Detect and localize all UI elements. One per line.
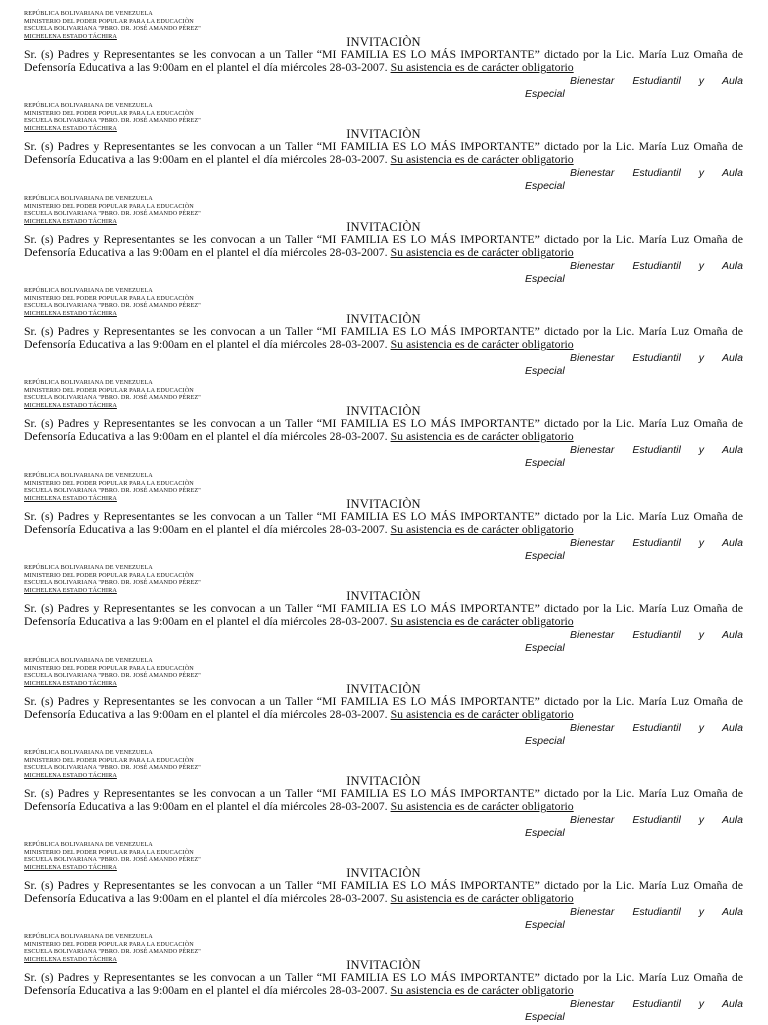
signature-word: Bienestar bbox=[570, 814, 615, 826]
letterhead-line: ESCUELA BOLIVARIANA "PBRO. DR. JOSÉ AMANDO PÉREZ" bbox=[24, 579, 201, 586]
signature-line: Especial bbox=[525, 457, 565, 469]
letterhead-line: REPÚBLICA BOLIVARIANA DE VENEZUELA bbox=[24, 472, 153, 479]
invitation-block bbox=[24, 10, 743, 102]
invitation-text: Sr. (s) Padres y Representantes se les convocan a un Taller “MI FAMILIA ES LO MÁS IMPORTANTE” dictado por la Lic. María Luz Omaña de Defensoría Educativa a las 9:00am en el plantel el día miércoles 28-03-2007. bbox=[24, 694, 743, 722]
invitation-body bbox=[24, 602, 743, 629]
signature-word: Estudiantil bbox=[632, 906, 681, 918]
invitation-body bbox=[24, 971, 743, 998]
signature-word: Bienestar bbox=[570, 906, 615, 918]
invitation-body bbox=[24, 325, 743, 352]
invitation-block bbox=[24, 657, 743, 749]
invitation-block bbox=[24, 287, 743, 379]
letterhead-line: REPÚBLICA BOLIVARIANA DE VENEZUELA bbox=[24, 933, 153, 940]
signature-word: Aula bbox=[721, 75, 743, 87]
letterhead-line: REPÚBLICA BOLIVARIANA DE VENEZUELA bbox=[24, 841, 153, 848]
signature-line bbox=[570, 444, 743, 456]
signature-word: Bienestar bbox=[570, 444, 615, 456]
letterhead-line: MICHELENA ESTADO TÁCHIRA bbox=[24, 124, 117, 132]
attendance-required-text: Su asistencia es de carácter obligatorio bbox=[390, 60, 574, 75]
signature-word: Estudiantil bbox=[632, 537, 681, 549]
signature-line bbox=[570, 75, 743, 87]
invitation-title: INVITACIÒN bbox=[346, 958, 421, 972]
letterhead-line: MICHELENA ESTADO TÁCHIRA bbox=[24, 863, 117, 871]
signature-line: Especial bbox=[525, 642, 565, 654]
letterhead-line: ESCUELA BOLIVARIANA "PBRO. DR. JOSÉ AMANDO PÉREZ" bbox=[24, 948, 201, 955]
signature-word: y bbox=[698, 722, 704, 734]
invitation-body bbox=[24, 233, 743, 260]
signature-word: Bienestar bbox=[570, 998, 615, 1010]
signature-line: Especial bbox=[525, 1011, 565, 1023]
signature-line: Especial bbox=[525, 88, 565, 100]
letterhead-line: ESCUELA BOLIVARIANA "PBRO. DR. JOSÉ AMANDO PÉREZ" bbox=[24, 302, 201, 309]
letterhead-line: ESCUELA BOLIVARIANA "PBRO. DR. JOSÉ AMANDO PÉREZ" bbox=[24, 856, 201, 863]
signature-word: Estudiantil bbox=[632, 167, 681, 179]
attendance-required-text: Su asistencia es de carácter obligatorio bbox=[390, 983, 574, 998]
invitation-text: Sr. (s) Padres y Representantes se les convocan a un Taller “MI FAMILIA ES LO MÁS IMPORTANTE” dictado por la Lic. María Luz Omaña de Defensoría Educativa a las 9:00am en el plantel el día miércoles 28-03-2007. bbox=[24, 878, 743, 906]
signature-line bbox=[570, 537, 743, 549]
signature-line bbox=[570, 260, 743, 272]
signature-word: Bienestar bbox=[570, 629, 615, 641]
letterhead-line: MINISTERIO DEL PODER POPULAR PARA LA EDUCACIÒN bbox=[24, 17, 194, 25]
invitation-body bbox=[24, 417, 743, 444]
invitation-title: INVITACIÒN bbox=[346, 220, 421, 234]
letterhead-line: MICHELENA ESTADO TÁCHIRA bbox=[24, 771, 117, 779]
invitation-title: INVITACIÒN bbox=[346, 312, 421, 326]
invitation-title: INVITACIÒN bbox=[346, 589, 421, 603]
invitation-block bbox=[24, 379, 743, 471]
attendance-required-text: Su asistencia es de carácter obligatorio bbox=[390, 522, 574, 537]
invitation-text: Sr. (s) Padres y Representantes se les convocan a un Taller “MI FAMILIA ES LO MÁS IMPORTANTE” dictado por la Lic. María Luz Omaña de Defensoría Educativa a las 9:00am en el plantel el día miércoles 28-03-2007. bbox=[24, 139, 743, 167]
signature-word: Bienestar bbox=[570, 722, 615, 734]
attendance-required-text: Su asistencia es de carácter obligatorio bbox=[390, 245, 574, 260]
letterhead-line: MINISTERIO DEL PODER POPULAR PARA LA EDUCACIÒN bbox=[24, 756, 194, 764]
letterhead-line: REPÚBLICA BOLIVARIANA DE VENEZUELA bbox=[24, 749, 153, 756]
letterhead-line: ESCUELA BOLIVARIANA "PBRO. DR. JOSÉ AMANDO PÉREZ" bbox=[24, 25, 201, 32]
letterhead-line: MICHELENA ESTADO TÁCHIRA bbox=[24, 679, 117, 687]
letterhead-line: MICHELENA ESTADO TÁCHIRA bbox=[24, 955, 117, 963]
invitation-title: INVITACIÒN bbox=[346, 35, 421, 49]
signature-word: Estudiantil bbox=[632, 722, 681, 734]
signature-word: y bbox=[698, 814, 704, 826]
signature-line: Especial bbox=[525, 180, 565, 192]
attendance-required-text: Su asistencia es de carácter obligatorio bbox=[390, 429, 574, 444]
signature-word: y bbox=[698, 75, 704, 87]
invitation-title: INVITACIÒN bbox=[346, 774, 421, 788]
letterhead-line: MINISTERIO DEL PODER POPULAR PARA LA EDUCACIÒN bbox=[24, 202, 194, 210]
signature-word: Bienestar bbox=[570, 167, 615, 179]
letterhead-line: REPÚBLICA BOLIVARIANA DE VENEZUELA bbox=[24, 657, 153, 664]
letterhead-line: REPÚBLICA BOLIVARIANA DE VENEZUELA bbox=[24, 102, 153, 109]
invitation-title: INVITACIÒN bbox=[346, 866, 421, 880]
invitation-body bbox=[24, 879, 743, 906]
attendance-required-text: Su asistencia es de carácter obligatorio bbox=[390, 337, 574, 352]
invitation-block bbox=[24, 195, 743, 287]
letterhead-line: REPÚBLICA BOLIVARIANA DE VENEZUELA bbox=[24, 195, 153, 202]
signature-word: Estudiantil bbox=[632, 75, 681, 87]
signature-word: Estudiantil bbox=[632, 444, 681, 456]
attendance-required-text: Su asistencia es de carácter obligatorio bbox=[390, 707, 574, 722]
signature-word: y bbox=[698, 352, 704, 364]
signature-word: Bienestar bbox=[570, 75, 615, 87]
signature-word: Aula bbox=[721, 906, 743, 918]
invitation-text: Sr. (s) Padres y Representantes se les convocan a un Taller “MI FAMILIA ES LO MÁS IMPORTANTE” dictado por la Lic. María Luz Omaña de Defensoría Educativa a las 9:00am en el plantel el día miércoles 28-03-2007. bbox=[24, 601, 743, 629]
signature-line bbox=[570, 629, 743, 641]
signature-line bbox=[570, 906, 743, 918]
signature-word: Aula bbox=[721, 444, 743, 456]
signature-line: Especial bbox=[525, 550, 565, 562]
letterhead-line: MINISTERIO DEL PODER POPULAR PARA LA EDUCACIÒN bbox=[24, 109, 194, 117]
signature-word: y bbox=[698, 906, 704, 918]
letterhead-line: ESCUELA BOLIVARIANA "PBRO. DR. JOSÉ AMANDO PÉREZ" bbox=[24, 117, 201, 124]
invitation-block bbox=[24, 564, 743, 656]
signature-word: Estudiantil bbox=[632, 998, 681, 1010]
signature-word: Aula bbox=[721, 814, 743, 826]
attendance-required-text: Su asistencia es de carácter obligatorio bbox=[390, 614, 574, 629]
letterhead-line: MICHELENA ESTADO TÁCHIRA bbox=[24, 32, 117, 40]
invitation-body bbox=[24, 787, 743, 814]
invitation-block bbox=[24, 102, 743, 194]
letterhead-line: MINISTERIO DEL PODER POPULAR PARA LA EDUCACIÒN bbox=[24, 571, 194, 579]
signature-word: Aula bbox=[721, 537, 743, 549]
signature-word: y bbox=[698, 444, 704, 456]
invitation-block bbox=[24, 933, 743, 1025]
letterhead-line: MINISTERIO DEL PODER POPULAR PARA LA EDUCACIÒN bbox=[24, 479, 194, 487]
signature-word: Estudiantil bbox=[632, 260, 681, 272]
invitation-body bbox=[24, 140, 743, 167]
invitation-title: INVITACIÒN bbox=[346, 127, 421, 141]
letterhead-line: ESCUELA BOLIVARIANA "PBRO. DR. JOSÉ AMANDO PÉREZ" bbox=[24, 672, 201, 679]
letterhead-line: MINISTERIO DEL PODER POPULAR PARA LA EDUCACIÒN bbox=[24, 940, 194, 948]
invitation-title: INVITACIÒN bbox=[346, 497, 421, 511]
letterhead-line: ESCUELA BOLIVARIANA "PBRO. DR. JOSÉ AMANDO PÉREZ" bbox=[24, 487, 201, 494]
letterhead-line: MINISTERIO DEL PODER POPULAR PARA LA EDUCACIÒN bbox=[24, 294, 194, 302]
invitation-body bbox=[24, 48, 743, 75]
invitation-block bbox=[24, 472, 743, 564]
letterhead-line: REPÚBLICA BOLIVARIANA DE VENEZUELA bbox=[24, 379, 153, 386]
signature-word: Estudiantil bbox=[632, 629, 681, 641]
invitation-text: Sr. (s) Padres y Representantes se les convocan a un Taller “MI FAMILIA ES LO MÁS IMPORTANTE” dictado por la Lic. María Luz Omaña de Defensoría Educativa a las 9:00am en el plantel el día miércoles 28-03-2007. bbox=[24, 232, 743, 260]
invitation-body bbox=[24, 695, 743, 722]
signature-word: Bienestar bbox=[570, 537, 615, 549]
invitation-block bbox=[24, 841, 743, 933]
letterhead-line: REPÚBLICA BOLIVARIANA DE VENEZUELA bbox=[24, 287, 153, 294]
signature-word: Bienestar bbox=[570, 260, 615, 272]
letterhead-line: ESCUELA BOLIVARIANA "PBRO. DR. JOSÉ AMANDO PÉREZ" bbox=[24, 394, 201, 401]
letterhead-line: MICHELENA ESTADO TÁCHIRA bbox=[24, 494, 117, 502]
signature-word: y bbox=[698, 998, 704, 1010]
signature-word: Aula bbox=[721, 167, 743, 179]
invitation-text: Sr. (s) Padres y Representantes se les convocan a un Taller “MI FAMILIA ES LO MÁS IMPORTANTE” dictado por la Lic. María Luz Omaña de Defensoría Educativa a las 9:00am en el plantel el día miércoles 28-03-2007. bbox=[24, 970, 743, 998]
invitation-text: Sr. (s) Padres y Representantes se les convocan a un Taller “MI FAMILIA ES LO MÁS IMPORTANTE” dictado por la Lic. María Luz Omaña de Defensoría Educativa a las 9:00am en el plantel el día miércoles 28-03-2007. bbox=[24, 786, 743, 814]
letterhead-line: ESCUELA BOLIVARIANA "PBRO. DR. JOSÉ AMANDO PÉREZ" bbox=[24, 210, 201, 217]
letterhead-line: MICHELENA ESTADO TÁCHIRA bbox=[24, 217, 117, 225]
signature-word: Aula bbox=[721, 629, 743, 641]
signature-line: Especial bbox=[525, 273, 565, 285]
invitation-text: Sr. (s) Padres y Representantes se les convocan a un Taller “MI FAMILIA ES LO MÁS IMPORTANTE” dictado por la Lic. María Luz Omaña de Defensoría Educativa a las 9:00am en el plantel el día miércoles 28-03-2007. bbox=[24, 324, 743, 352]
letterhead-line: MINISTERIO DEL PODER POPULAR PARA LA EDUCACIÒN bbox=[24, 664, 194, 672]
signature-word: Bienestar bbox=[570, 352, 615, 364]
letterhead-line: ESCUELA BOLIVARIANA "PBRO. DR. JOSÉ AMANDO PÉREZ" bbox=[24, 764, 201, 771]
signature-word: y bbox=[698, 629, 704, 641]
invitation-text: Sr. (s) Padres y Representantes se les convocan a un Taller “MI FAMILIA ES LO MÁS IMPORTANTE” dictado por la Lic. María Luz Omaña de Defensoría Educativa a las 9:00am en el plantel el día miércoles 28-03-2007. bbox=[24, 416, 743, 444]
signature-word: y bbox=[698, 167, 704, 179]
attendance-required-text: Su asistencia es de carácter obligatorio bbox=[390, 891, 574, 906]
signature-line: Especial bbox=[525, 735, 565, 747]
signature-word: Aula bbox=[721, 260, 743, 272]
letterhead-line: MINISTERIO DEL PODER POPULAR PARA LA EDUCACIÒN bbox=[24, 386, 194, 394]
attendance-required-text: Su asistencia es de carácter obligatorio bbox=[390, 799, 574, 814]
letterhead-line: REPÚBLICA BOLIVARIANA DE VENEZUELA bbox=[24, 564, 153, 571]
invitation-text: Sr. (s) Padres y Representantes se les convocan a un Taller “MI FAMILIA ES LO MÁS IMPORTANTE” dictado por la Lic. María Luz Omaña de Defensoría Educativa a las 9:00am en el plantel el día miércoles 28-03-2007. bbox=[24, 509, 743, 537]
letterhead-line: MICHELENA ESTADO TÁCHIRA bbox=[24, 401, 117, 409]
signature-line bbox=[570, 998, 743, 1010]
signature-line: Especial bbox=[525, 827, 565, 839]
invitation-title: INVITACIÒN bbox=[346, 682, 421, 696]
letterhead-line: MICHELENA ESTADO TÁCHIRA bbox=[24, 309, 117, 317]
signature-line bbox=[570, 722, 743, 734]
invitation-title: INVITACIÒN bbox=[346, 404, 421, 418]
signature-line bbox=[570, 814, 743, 826]
signature-word: Aula bbox=[721, 722, 743, 734]
invitation-text: Sr. (s) Padres y Representantes se les convocan a un Taller “MI FAMILIA ES LO MÁS IMPORTANTE” dictado por la Lic. María Luz Omaña de Defensoría Educativa a las 9:00am en el plantel el día miércoles 28-03-2007. bbox=[24, 47, 743, 75]
signature-line: Especial bbox=[525, 365, 565, 377]
signature-word: y bbox=[698, 260, 704, 272]
signature-line bbox=[570, 352, 743, 364]
letterhead-line: MICHELENA ESTADO TÁCHIRA bbox=[24, 586, 117, 594]
invitation-body bbox=[24, 510, 743, 537]
signature-word: Estudiantil bbox=[632, 352, 681, 364]
signature-word: Aula bbox=[721, 998, 743, 1010]
signature-word: Aula bbox=[721, 352, 743, 364]
letterhead-line: REPÚBLICA BOLIVARIANA DE VENEZUELA bbox=[24, 10, 153, 17]
signature-line: Especial bbox=[525, 919, 565, 931]
attendance-required-text: Su asistencia es de carácter obligatorio bbox=[390, 152, 574, 167]
letterhead-line: MINISTERIO DEL PODER POPULAR PARA LA EDUCACIÒN bbox=[24, 848, 194, 856]
signature-line bbox=[570, 167, 743, 179]
signature-word: Estudiantil bbox=[632, 814, 681, 826]
signature-word: y bbox=[698, 537, 704, 549]
invitation-block bbox=[24, 749, 743, 841]
